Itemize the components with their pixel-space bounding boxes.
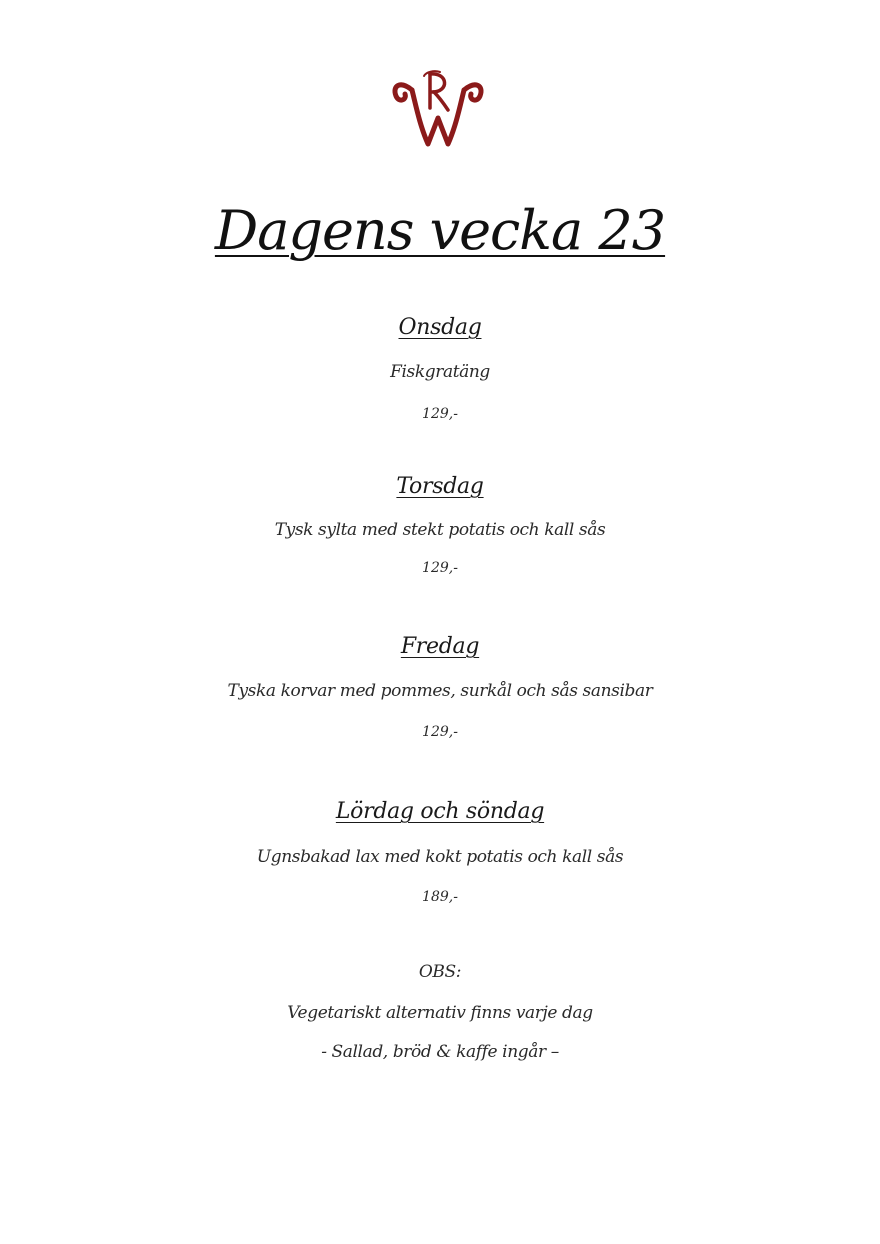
day-heading-weekend: Lördag och söndag xyxy=(335,799,545,824)
notes-heading: OBS: xyxy=(418,962,462,982)
dish-weekend: Ugnsbakad lax med kokt potatis och kall sås xyxy=(256,847,624,867)
rw-monogram-logo xyxy=(390,66,486,148)
dish-thursday: Tysk sylta med stekt potatis och kall sås xyxy=(274,520,606,540)
day-heading-wednesday: Onsdag xyxy=(398,315,482,340)
dish-friday: Tyska korvar med pommes, surkål och sås sansibar xyxy=(227,681,653,701)
note-vegetarian: Vegetariskt alternativ finns varje dag xyxy=(287,1003,593,1023)
dish-wednesday: Fiskgratäng xyxy=(390,362,490,382)
day-heading-thursday: Torsdag xyxy=(396,474,484,499)
day-heading-friday: Fredag xyxy=(400,634,480,659)
price-wednesday: 129,- xyxy=(422,406,458,422)
price-friday: 129,- xyxy=(422,724,458,740)
note-included: - Sallad, bröd & kaffe ingår – xyxy=(321,1042,559,1062)
price-weekend: 189,- xyxy=(422,889,458,905)
price-thursday: 129,- xyxy=(422,560,458,576)
page-title: Dagens vecka 23 xyxy=(214,199,666,262)
